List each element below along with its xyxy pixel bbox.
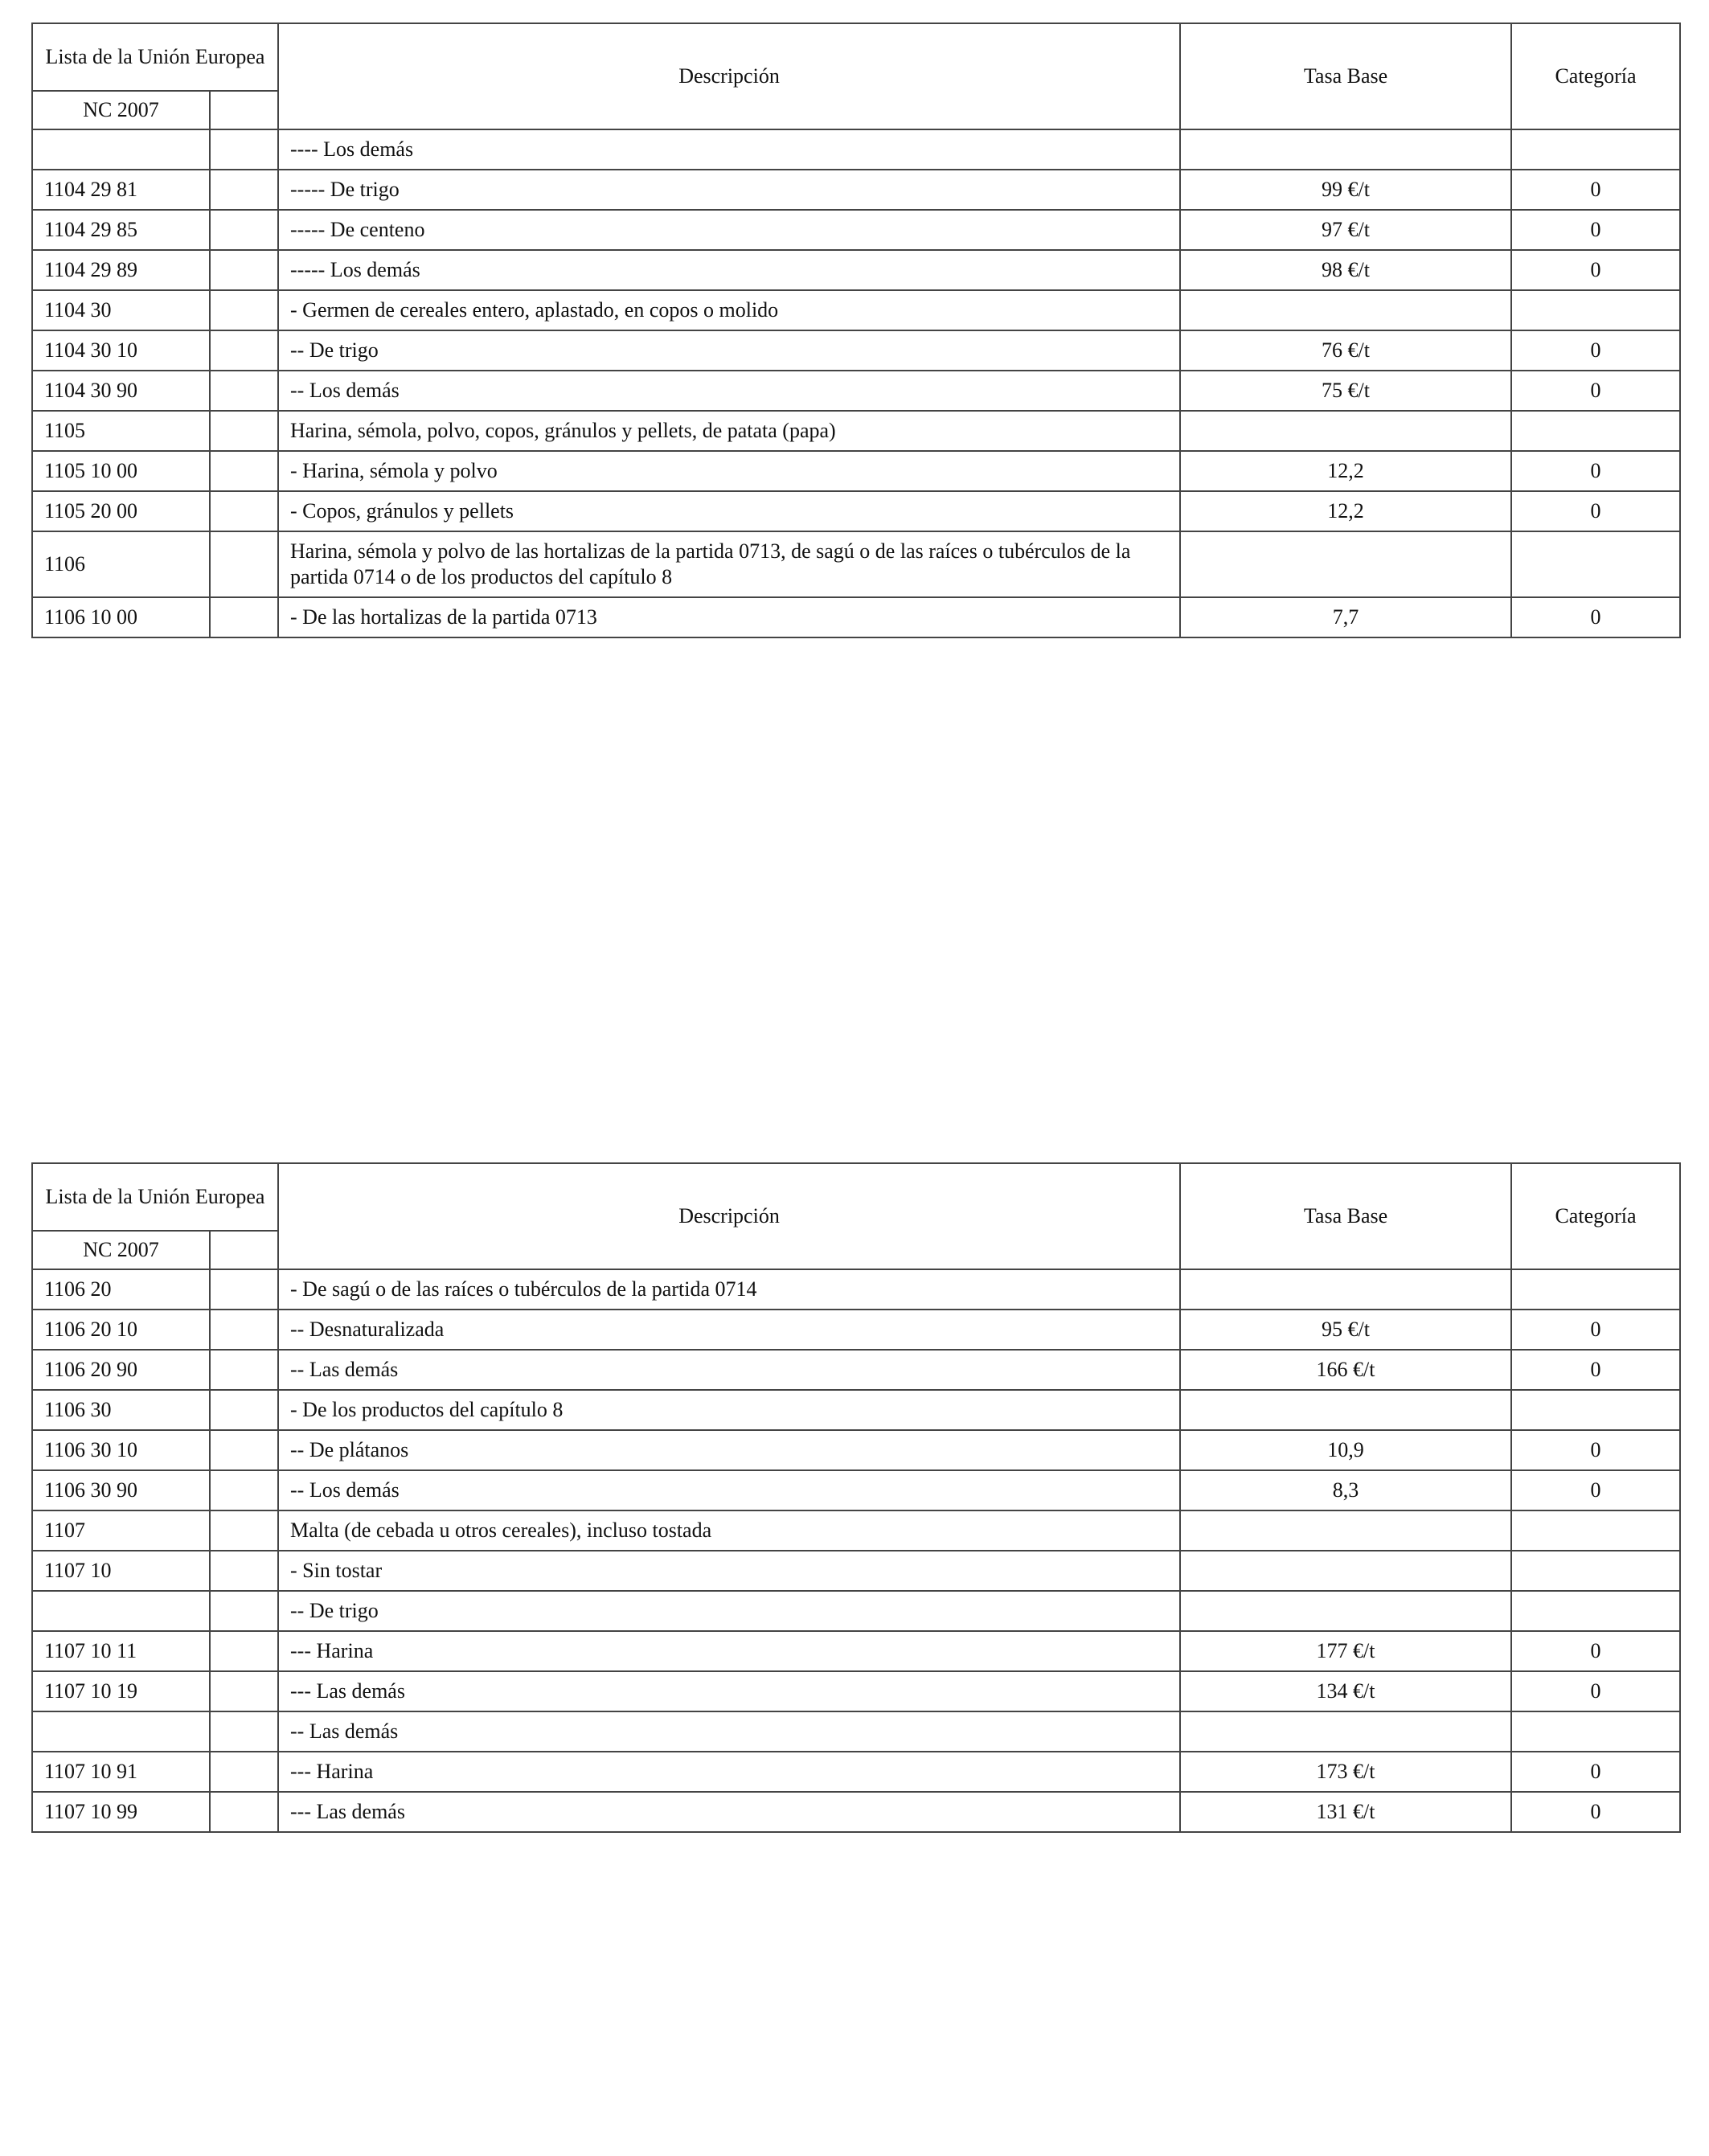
- category-cell: [1511, 411, 1680, 451]
- category-cell: 0: [1511, 1671, 1680, 1711]
- spacer-cell: [210, 1631, 278, 1671]
- spacer-cell: [210, 1792, 278, 1832]
- base-rate-cell: 8,3: [1180, 1470, 1511, 1510]
- table-row: [32, 1430, 1680, 1470]
- base-rate-cell: [1180, 290, 1511, 330]
- cn-code-cell: 1106 30: [32, 1390, 210, 1430]
- base-rate-cell: [1180, 411, 1511, 451]
- spacer-cell: [210, 1470, 278, 1510]
- description-cell: -- Las demás: [278, 1350, 1180, 1390]
- table-row: [32, 371, 1680, 411]
- spacer-cell: [210, 210, 278, 250]
- cn-code-cell: [32, 1591, 210, 1631]
- cn-code-cell: 1104 29 89: [32, 250, 210, 290]
- table-row: [32, 491, 1680, 531]
- header-descripcion: Descripción: [278, 1163, 1180, 1269]
- table-row: [32, 1792, 1680, 1832]
- base-rate-cell: [1180, 1510, 1511, 1551]
- spacer-cell: [210, 1390, 278, 1430]
- table-1-body: [32, 129, 1680, 637]
- category-cell: 0: [1511, 1430, 1680, 1470]
- base-rate-cell: [1180, 1591, 1511, 1631]
- description-cell: -- Desnaturalizada: [278, 1310, 1180, 1350]
- description-cell: -- De plátanos: [278, 1430, 1180, 1470]
- base-rate-cell: [1180, 1390, 1511, 1430]
- header-tasa-base: Tasa Base: [1180, 1163, 1511, 1269]
- description-cell: ----- Los demás: [278, 250, 1180, 290]
- cn-code-cell: 1106 30 10: [32, 1430, 210, 1470]
- base-rate-cell: 98 €/t: [1180, 250, 1511, 290]
- header-nc-2007: NC 2007: [32, 1231, 210, 1269]
- category-cell: 0: [1511, 451, 1680, 491]
- base-rate-cell: 166 €/t: [1180, 1350, 1511, 1390]
- spacer-cell: [210, 1551, 278, 1591]
- table-row: [32, 597, 1680, 637]
- category-cell: 0: [1511, 210, 1680, 250]
- cn-code-cell: 1106 20 90: [32, 1350, 210, 1390]
- base-rate-cell: 95 €/t: [1180, 1310, 1511, 1350]
- category-cell: 0: [1511, 250, 1680, 290]
- table-row: [32, 250, 1680, 290]
- description-cell: --- Las demás: [278, 1792, 1180, 1832]
- description-cell: - Sin tostar: [278, 1551, 1180, 1591]
- category-cell: [1511, 1390, 1680, 1430]
- cn-code-cell: 1104 29 85: [32, 210, 210, 250]
- category-cell: [1511, 1711, 1680, 1752]
- description-cell: -- De trigo: [278, 1591, 1180, 1631]
- spacer-cell: [210, 1350, 278, 1390]
- table-row: [32, 1470, 1680, 1510]
- description-cell: Harina, sémola y polvo de las hortalizas de la partida 0713, de sagú o de las raíces o tubérculos de la partida 0714 o de los productos del capítulo 8: [278, 531, 1180, 597]
- category-cell: 0: [1511, 170, 1680, 210]
- cn-code-cell: 1107 10 11: [32, 1631, 210, 1671]
- header-tasa-base: Tasa Base: [1180, 23, 1511, 129]
- description-cell: - Harina, sémola y polvo: [278, 451, 1180, 491]
- base-rate-cell: [1180, 129, 1511, 170]
- description-cell: Harina, sémola, polvo, copos, gránulos y pellets, de patata (papa): [278, 411, 1180, 451]
- base-rate-cell: 10,9: [1180, 1430, 1511, 1470]
- tariff-table-2: [31, 1162, 1681, 1833]
- cn-code-cell: 1104 30: [32, 290, 210, 330]
- description-cell: - De las hortalizas de la partida 0713: [278, 597, 1180, 637]
- header-empty-cell: [210, 91, 278, 129]
- cn-code-cell: 1106: [32, 531, 210, 597]
- base-rate-cell: [1180, 531, 1511, 597]
- base-rate-cell: [1180, 1551, 1511, 1591]
- spacer-cell: [210, 411, 278, 451]
- cn-code-cell: [32, 129, 210, 170]
- header-categoria: Categoría: [1511, 23, 1680, 129]
- table-row: [32, 411, 1680, 451]
- base-rate-cell: 12,2: [1180, 491, 1511, 531]
- description-cell: --- Harina: [278, 1752, 1180, 1792]
- header-lista: Lista de la Unión Europea: [32, 1163, 278, 1231]
- base-rate-cell: 7,7: [1180, 597, 1511, 637]
- spacer-cell: [210, 1591, 278, 1631]
- cn-code-cell: 1105: [32, 411, 210, 451]
- header-descripcion: Descripción: [278, 23, 1180, 129]
- table-row: [32, 210, 1680, 250]
- table-row: [32, 330, 1680, 371]
- table-row: [32, 1310, 1680, 1350]
- table-row: [32, 1551, 1680, 1591]
- base-rate-cell: 99 €/t: [1180, 170, 1511, 210]
- base-rate-cell: 12,2: [1180, 451, 1511, 491]
- category-cell: 0: [1511, 371, 1680, 411]
- base-rate-cell: 177 €/t: [1180, 1631, 1511, 1671]
- spacer-cell: [210, 330, 278, 371]
- description-cell: Malta (de cebada u otros cereales), incluso tostada: [278, 1510, 1180, 1551]
- category-cell: [1511, 1591, 1680, 1631]
- header-nc-2007: NC 2007: [32, 91, 210, 129]
- description-cell: - De los productos del capítulo 8: [278, 1390, 1180, 1430]
- category-cell: 0: [1511, 1350, 1680, 1390]
- spacer-cell: [210, 597, 278, 637]
- cn-code-cell: 1104 30 10: [32, 330, 210, 371]
- base-rate-cell: 131 €/t: [1180, 1792, 1511, 1832]
- category-cell: [1511, 1551, 1680, 1591]
- description-cell: - De sagú o de las raíces o tubérculos de la partida 0714: [278, 1269, 1180, 1310]
- spacer-cell: [210, 250, 278, 290]
- spacer-cell: [210, 1671, 278, 1711]
- table-row: [32, 1711, 1680, 1752]
- category-cell: [1511, 129, 1680, 170]
- spacer-cell: [210, 491, 278, 531]
- table-row: [32, 1350, 1680, 1390]
- category-cell: 0: [1511, 1792, 1680, 1832]
- table-row: [32, 1752, 1680, 1792]
- cn-code-cell: 1106 30 90: [32, 1470, 210, 1510]
- cn-code-cell: 1105 10 00: [32, 451, 210, 491]
- table-row: [32, 170, 1680, 210]
- category-cell: 0: [1511, 597, 1680, 637]
- category-cell: 0: [1511, 330, 1680, 371]
- cn-code-cell: 1106 20: [32, 1269, 210, 1310]
- spacer-cell: [210, 1310, 278, 1350]
- table-row: [32, 290, 1680, 330]
- cn-code-cell: 1107 10 91: [32, 1752, 210, 1792]
- spacer-cell: [210, 451, 278, 491]
- table-2-body: [32, 1269, 1680, 1832]
- cn-code-cell: 1106 20 10: [32, 1310, 210, 1350]
- description-cell: ----- De trigo: [278, 170, 1180, 210]
- cn-code-cell: 1107 10 99: [32, 1792, 210, 1832]
- table-row: [32, 1510, 1680, 1551]
- description-cell: --- Harina: [278, 1631, 1180, 1671]
- category-cell: 0: [1511, 1310, 1680, 1350]
- cn-code-cell: 1106 10 00: [32, 597, 210, 637]
- header-categoria: Categoría: [1511, 1163, 1680, 1269]
- base-rate-cell: 97 €/t: [1180, 210, 1511, 250]
- category-cell: [1511, 290, 1680, 330]
- base-rate-cell: [1180, 1269, 1511, 1310]
- description-cell: -- Los demás: [278, 1470, 1180, 1510]
- cn-code-cell: 1104 30 90: [32, 371, 210, 411]
- table-row: [32, 531, 1680, 597]
- category-cell: [1511, 531, 1680, 597]
- category-cell: 0: [1511, 1470, 1680, 1510]
- description-cell: -- Las demás: [278, 1711, 1180, 1752]
- description-cell: ----- De centeno: [278, 210, 1180, 250]
- spacer-cell: [210, 129, 278, 170]
- category-cell: [1511, 1269, 1680, 1310]
- spacer-cell: [210, 531, 278, 597]
- cn-code-cell: 1107: [32, 1510, 210, 1551]
- description-cell: ---- Los demás: [278, 129, 1180, 170]
- category-cell: [1511, 1510, 1680, 1551]
- base-rate-cell: 75 €/t: [1180, 371, 1511, 411]
- table-row: [32, 1591, 1680, 1631]
- cn-code-cell: 1107 10 19: [32, 1671, 210, 1711]
- spacer-cell: [210, 170, 278, 210]
- spacer-cell: [210, 290, 278, 330]
- spacer-cell: [210, 371, 278, 411]
- table-row: [32, 1390, 1680, 1430]
- category-cell: 0: [1511, 1631, 1680, 1671]
- table-row: [32, 451, 1680, 491]
- description-cell: --- Las demás: [278, 1671, 1180, 1711]
- table-row: [32, 1671, 1680, 1711]
- header-empty-cell: [210, 1231, 278, 1269]
- table-row: [32, 129, 1680, 170]
- spacer-cell: [210, 1269, 278, 1310]
- description-cell: - Copos, gránulos y pellets: [278, 491, 1180, 531]
- cn-code-cell: [32, 1711, 210, 1752]
- cn-code-cell: 1104 29 81: [32, 170, 210, 210]
- base-rate-cell: 134 €/t: [1180, 1671, 1511, 1711]
- cn-code-cell: 1107 10: [32, 1551, 210, 1591]
- header-lista: Lista de la Unión Europea: [32, 23, 278, 91]
- spacer-cell: [210, 1752, 278, 1792]
- description-cell: -- Los demás: [278, 371, 1180, 411]
- tariff-table-1: [31, 23, 1681, 638]
- table-row: [32, 1269, 1680, 1310]
- description-cell: -- De trigo: [278, 330, 1180, 371]
- cn-code-cell: 1105 20 00: [32, 491, 210, 531]
- spacer-cell: [210, 1711, 278, 1752]
- category-cell: 0: [1511, 1752, 1680, 1792]
- description-cell: - Germen de cereales entero, aplastado, en copos o molido: [278, 290, 1180, 330]
- base-rate-cell: 76 €/t: [1180, 330, 1511, 371]
- spacer-cell: [210, 1510, 278, 1551]
- category-cell: 0: [1511, 491, 1680, 531]
- spacer-cell: [210, 1430, 278, 1470]
- base-rate-cell: 173 €/t: [1180, 1752, 1511, 1792]
- table-row: [32, 1631, 1680, 1671]
- base-rate-cell: [1180, 1711, 1511, 1752]
